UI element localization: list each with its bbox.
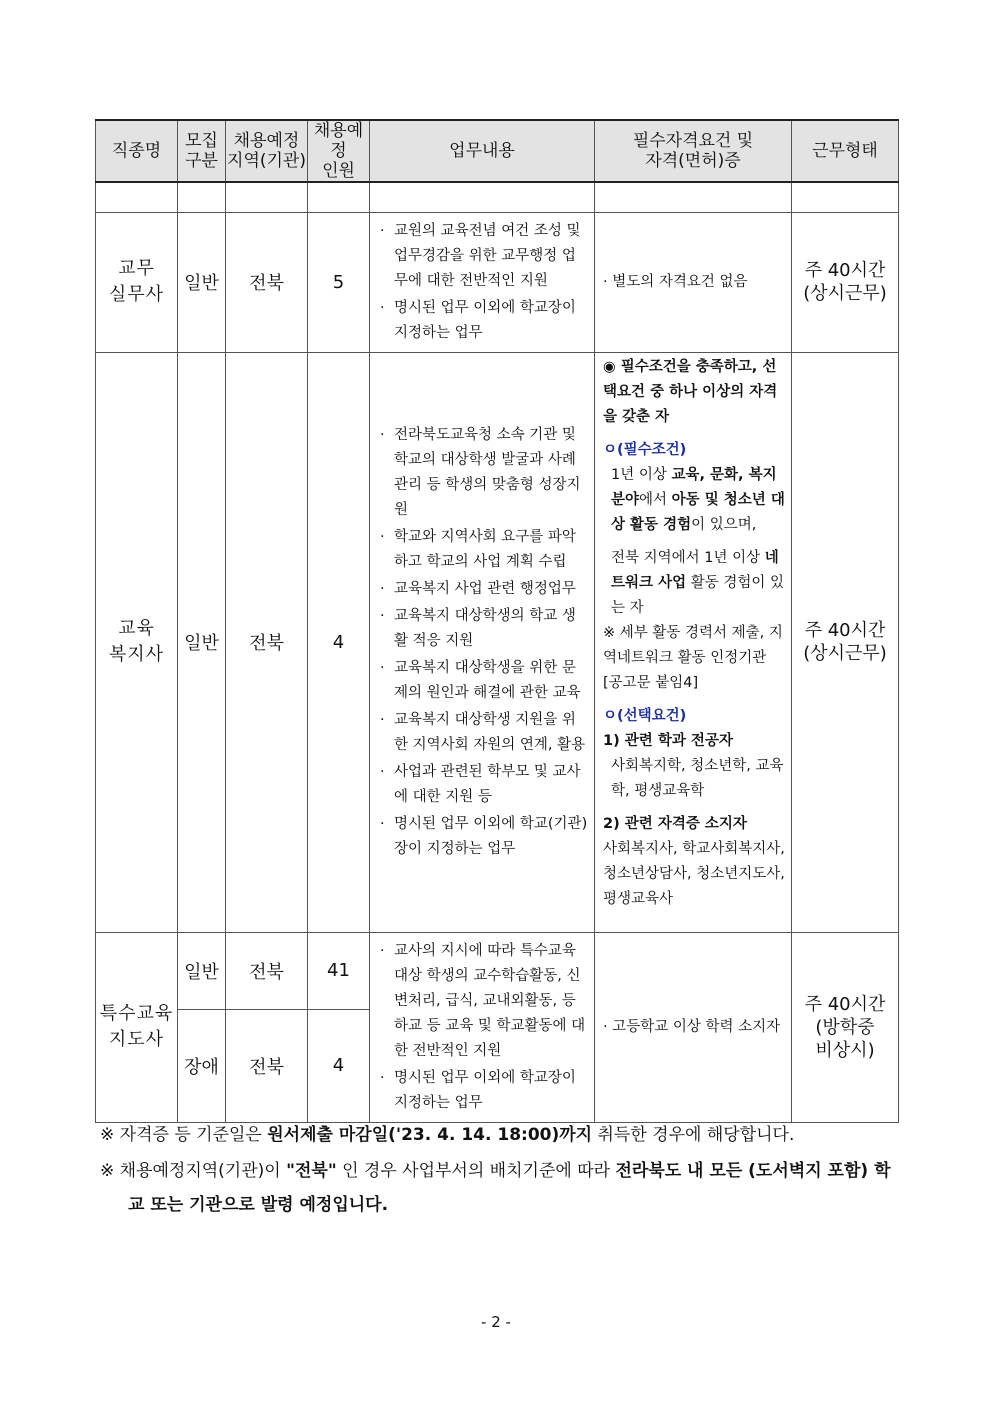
region-cell: 전북 <box>226 212 308 352</box>
header-region: 채용예정 지역(기관) <box>226 120 308 182</box>
header-recruit-type: 모집 구분 <box>178 120 226 182</box>
duty-item: · 교사의 지시에 따라 특수교육 대상 학생의 교수학습활동, 신변처리, 급식, 교내외활동, 등하교 등 교육 및 학교활동에 대한 전반적인 지원 <box>378 939 588 1064</box>
recruit-type-cell: 일반 <box>178 932 226 1010</box>
recruit-type-cell: 일반 <box>178 352 226 932</box>
region-cell: 전북 <box>226 352 308 932</box>
duty-item: · 교육복지 대상학생의 학교 생활 적응 지원 <box>378 604 588 654</box>
header-duties: 업무내용 <box>370 120 595 182</box>
duty-item: · 전라북도교육청 소속 기관 및 학교의 대상학생 발굴과 사례관리 등 학생의 맞춤형 성장지원 <box>378 423 588 523</box>
qual-required-a: 1년 이상 교육, 문화, 복지 분야에서 아동 및 청소년 대상 활동 경험이 있으며, <box>611 466 785 533</box>
table-row-special-general <box>96 932 899 1010</box>
work-type-cell: 주 40시간 (상시근무) <box>792 212 899 352</box>
qual-required-title: ㅇ(필수조건) <box>603 441 687 458</box>
recruit-type-cell: 장애 <box>178 1010 226 1122</box>
count-cell: 4 <box>308 1010 370 1122</box>
region-cell: 전북 <box>226 932 308 1010</box>
qual-optional-2-title: 2) 관련 자격증 소지자 <box>603 815 747 832</box>
qualification-cell <box>595 352 792 932</box>
qual-optional-1-body: 사회복지학, 청소년학, 교육학, 평생교육학 <box>611 757 784 799</box>
qual-required-b: 전북 지역에서 1년 이상 네트워크 사업 활동 경험이 있는 자 <box>611 549 784 616</box>
notes-section <box>100 1118 900 1224</box>
region-cell: 전북 <box>226 1010 308 1122</box>
qual-optional-1-title: 1) 관련 학과 전공자 <box>603 732 733 749</box>
duties-cell <box>370 352 595 932</box>
duty-item: · 교육복지 대상학생 지원을 위한 지역사회 자원의 연계, 활용 <box>378 708 588 758</box>
table-row-welfare <box>96 352 899 932</box>
page-number: - 2 - <box>481 1313 511 1331</box>
duty-item: · 사업과 관련된 학부모 및 교사에 대한 지원 등 <box>378 760 588 810</box>
job-title-cell: 교무 실무사 <box>96 212 178 352</box>
duties-cell <box>370 212 595 352</box>
duty-item: · 교원의 교육전념 여건 조성 및 업무경감을 위한 교무행정 업무에 대한 전반적인 지원 <box>378 219 588 294</box>
header-job-title: 직종명 <box>96 120 178 182</box>
duty-item: · 교육복지 사업 관련 행정업무 <box>378 577 588 602</box>
qualification-cell: · 고등학교 이상 학력 소지자 <box>595 932 792 1122</box>
empty-row <box>96 182 899 212</box>
header-count: 채용예정 인원 <box>308 120 370 182</box>
qualification-cell: · 별도의 자격요건 없음 <box>595 212 792 352</box>
duty-item: · 명시된 업무 이외에 학교(기관) 장이 지정하는 업무 <box>378 812 588 862</box>
note-1: ※ 자격증 등 기준일은 원서제출 마감일('23. 4. 14. 18:00)까지 취득한 경우에 해당합니다. <box>100 1125 795 1145</box>
qual-required-note: ※ 세부 활동 경력서 제출, 지역네트워크 활동 인정기관 [공고문 붙임4] <box>603 624 783 691</box>
recruitment-table <box>95 119 899 1123</box>
qual-optional-title: ㅇ(선택요건) <box>603 707 687 724</box>
duty-item: · 교육복지 대상학생을 위한 문제의 원인과 해결에 관한 교육 <box>378 656 588 706</box>
work-type-cell: 주 40시간 (방학중 비상시) <box>792 932 899 1122</box>
count-cell: 41 <box>308 932 370 1010</box>
qual-main: ◉ 필수조건을 충족하고, 선택요건 중 하나 이상의 자격을 갖춘 자 <box>603 358 778 425</box>
duty-item: · 명시된 업무 이외에 학교장이 지정하는 업무 <box>378 296 588 346</box>
duty-item: · 학교와 지역사회 요구를 파악하고 학교의 사업 계획 수립 <box>378 525 588 575</box>
table-row-admin <box>96 212 899 352</box>
duties-cell <box>370 932 595 1122</box>
qual-optional-2-body: 사회복지사, 학교사회복지사, 청소년상담사, 청소년지도사, 평생교육사 <box>603 840 785 907</box>
job-title-cell: 특수교육 지도사 <box>96 932 178 1122</box>
job-title-cell: 교육 복지사 <box>96 352 178 932</box>
table-header-row <box>96 120 899 182</box>
note-2: ※ 채용예정지역(기관)이 "전북" 인 경우 사업부서의 배치기준에 따라 전라북도 내 모든 (도서벽지 포함) 학교 또는 기관으로 발령 예정입니다. <box>100 1161 891 1215</box>
header-work-type: 근무형태 <box>792 120 899 182</box>
count-cell: 5 <box>308 212 370 352</box>
duty-item: · 명시된 업무 이외에 학교장이 지정하는 업무 <box>378 1066 588 1116</box>
recruit-type-cell: 일반 <box>178 212 226 352</box>
header-qualification: 필수자격요건 및 자격(면허)증 <box>595 120 792 182</box>
count-cell: 4 <box>308 352 370 932</box>
work-type-cell: 주 40시간 (상시근무) <box>792 352 899 932</box>
